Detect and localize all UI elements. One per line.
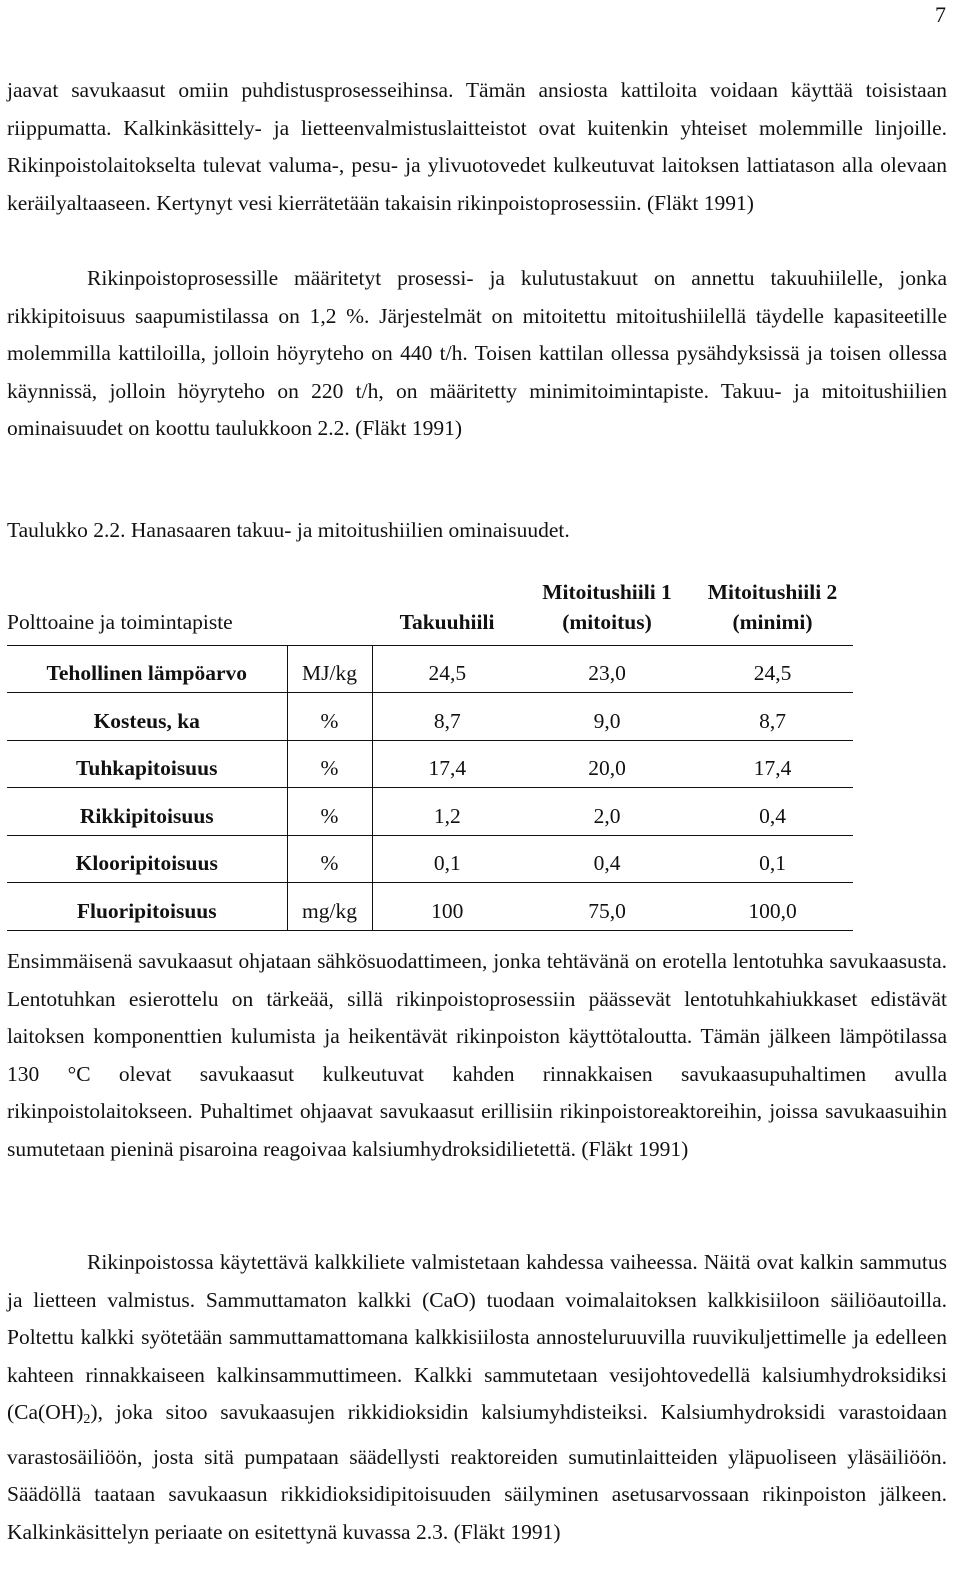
table-caption: Taulukko 2.2. Hanasaaren takuu- ja mitoitushiilien ominaisuudet. bbox=[7, 518, 570, 542]
table-header-row bbox=[7, 550, 853, 645]
row-takuuhiili-value: 1,2 bbox=[372, 788, 522, 836]
header-unit bbox=[287, 550, 372, 645]
row-mitoitushiili-1-value: 20,0 bbox=[522, 740, 692, 788]
paragraph-2: Rikinpoistoprosessille määritetyt prosessi- ja kulutustakuut on annettu takuuhiilelle, jonka rikkipitoisuus saapumistilassa on 1,2 %. Järjestelmät on mitoitettu mitoitushiilellä täydelle kapasiteetille molemmilla kattiloilla, jolloin höyryteho on 440 t/h. Toisen kattilan ollessa pysähdyksissä ja toisen ollessa käynnissä, jolloin höyryteho on 220 t/h, on määritetty minimitoimintapiste. Takuu- ja mitoitushiilien ominaisuudet on koottu taulukkoon 2.2. (Fläkt 1991) bbox=[7, 266, 947, 440]
row-unit: % bbox=[287, 788, 372, 836]
header-takuuhiili: Takuuhiili bbox=[372, 550, 522, 645]
paragraph-3: Ensimmäisenä savukaasut ohjataan sähkösuodattimeen, jonka tehtävänä on erotella lentotuhka savukaasusta. Lentotuhkan esierottelu on tärkeää, sillä rikinpoistoprosessiin päässevät lentotuhkahiukkaset edistävät laitoksen komponenttien kulumista ja heikentävät rikinpoiston käyttötaloutta. Tämän jälkeen lämpötilassa 130 °C olevat savukaasut kulkeutuvat kahden rinnakkaisen savukaasupuhaltimen avulla rikinpoistolaitokseen. Puhaltimet ohjaavat savukaasut erillisiin rikinpoistoreaktoreihin, joissa savukaasuihin sumutetaan pieninä pisaroina reagoivaa kalsiumhydroksidilietettä. (Fläkt 1991) bbox=[7, 949, 947, 1161]
header-mitoitushiili-2 bbox=[692, 550, 853, 645]
page-number: 7 bbox=[935, 2, 946, 27]
row-mitoitushiili-1-value: 2,0 bbox=[522, 788, 692, 836]
row-mitoitushiili-2-value: 100,0 bbox=[692, 883, 853, 931]
table-row bbox=[7, 645, 853, 693]
row-label: Fluoripitoisuus bbox=[7, 883, 287, 931]
row-takuuhiili-value: 8,7 bbox=[372, 693, 522, 741]
row-mitoitushiili-1-value: 75,0 bbox=[522, 883, 692, 931]
row-mitoitushiili-1-value: 23,0 bbox=[522, 645, 692, 693]
header-mitoitushiili-1-name: Mitoitushiili 1 bbox=[542, 579, 672, 604]
row-label: Tuhkapitoisuus bbox=[7, 740, 287, 788]
formula-subscript: 2 bbox=[83, 1412, 91, 1427]
fuel-properties-table bbox=[7, 550, 853, 931]
row-unit: % bbox=[287, 693, 372, 741]
row-takuuhiili-value: 24,5 bbox=[372, 645, 522, 693]
row-unit: % bbox=[287, 740, 372, 788]
row-takuuhiili-value: 100 bbox=[372, 883, 522, 931]
row-mitoitushiili-2-value: 8,7 bbox=[692, 693, 853, 741]
header-mitoitushiili-1-note: (mitoitus) bbox=[562, 609, 652, 634]
table-row bbox=[7, 693, 853, 741]
row-label: Klooripitoisuus bbox=[7, 835, 287, 883]
table-row bbox=[7, 788, 853, 836]
row-takuuhiili-value: 17,4 bbox=[372, 740, 522, 788]
row-label: Tehollinen lämpöarvo bbox=[7, 645, 287, 693]
row-mitoitushiili-2-value: 24,5 bbox=[692, 645, 853, 693]
row-mitoitushiili-2-value: 0,4 bbox=[692, 788, 853, 836]
table-row bbox=[7, 835, 853, 883]
paragraph-4-part-1: Rikinpoistossa käytettävä kalkkiliete valmistetaan kahdessa vaiheessa. Näitä ovat kalkin sammutus ja lietteen valmistus. Sammuttamaton kalkki (CaO) tuodaan voimalaitoksen kalkkisiiloon säiliöautoilla. Poltettu kalkki syötetään sammuttamattomana kalkkisiilosta annosteluruuvilla ruuvikuljettimelle ja edelleen kahteen rinnakkaiseen kalkinsammuttimeen. Kalkki sammutetaan vesijohtovedellä kalsiumhydroksidiksi (Ca(OH) bbox=[7, 1250, 947, 1424]
header-fuel-label: Polttoaine ja toimintapiste bbox=[7, 550, 287, 645]
header-mitoitushiili-2-note: (minimi) bbox=[732, 609, 813, 634]
paragraph-4-part-2: ), joka sitoo savukaasujen rikkidioksidin kalsiumyhdisteiksi. Kalsiumhydroksidi varastoidaan varastosäiliöön, josta sitä pumpataan säädellysti reaktoreiden sumutinlaitteiden yläpuoliseen yläsäiliöön. Säädöllä taataan savukaasun rikkidioksidipitoisuuden säilyminen asetusarvossaan rikinpoiston jälkeen. Kalkinkäsittelyn periaate on esitettynä kuvassa 2.3. (Fläkt 1991) bbox=[7, 1400, 947, 1544]
row-mitoitushiili-1-value: 0,4 bbox=[522, 835, 692, 883]
row-mitoitushiili-2-value: 0,1 bbox=[692, 835, 853, 883]
row-label: Rikkipitoisuus bbox=[7, 788, 287, 836]
row-unit: MJ/kg bbox=[287, 645, 372, 693]
row-mitoitushiili-2-value: 17,4 bbox=[692, 740, 853, 788]
paragraph-4 bbox=[7, 1244, 947, 1551]
row-takuuhiili-value: 0,1 bbox=[372, 835, 522, 883]
table-row bbox=[7, 883, 853, 931]
row-mitoitushiili-1-value: 9,0 bbox=[522, 693, 692, 741]
row-unit: mg/kg bbox=[287, 883, 372, 931]
row-unit: % bbox=[287, 835, 372, 883]
paragraph-1: jaavat savukaasut omiin puhdistusprosesseihinsa. Tämän ansiosta kattiloita voidaan käyttää toisistaan riippumatta. Kalkinkäsittely- ja lietteenvalmistuslaitteistot ovat kuitenkin yhteiset molemmille linjoille. Rikinpoistolaitokselta tulevat valuma-, pesu- ja ylivuotovedet kulkeutuvat laitoksen lattiatason alla olevaan keräilyaltaaseen. Kertynyt vesi kierrätetään takaisin rikinpoistoprosessiin. (Fläkt 1991) bbox=[7, 78, 947, 215]
row-label: Kosteus, ka bbox=[7, 693, 287, 741]
header-mitoitushiili-1 bbox=[522, 550, 692, 645]
header-mitoitushiili-2-name: Mitoitushiili 2 bbox=[707, 579, 838, 604]
table-row bbox=[7, 740, 853, 788]
